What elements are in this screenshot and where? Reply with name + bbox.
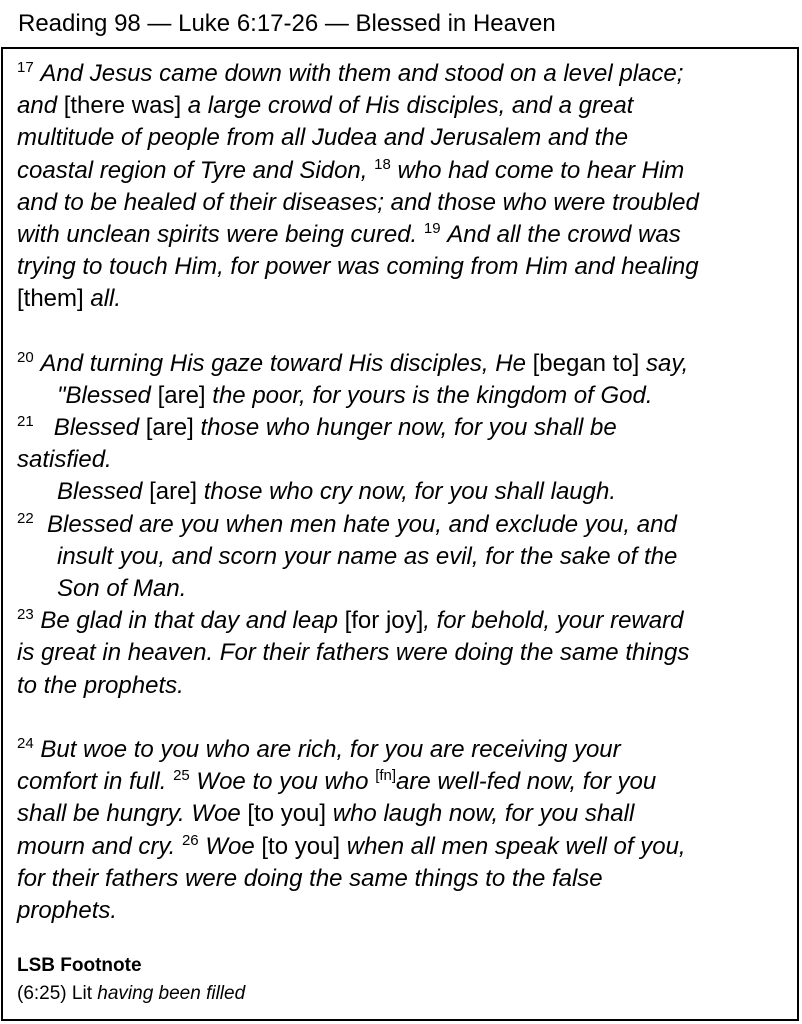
verse-number: 22 bbox=[17, 509, 34, 527]
footnote-marker[interactable]: [fn] bbox=[375, 767, 397, 785]
passage-line bbox=[17, 637, 792, 669]
scripture-text: those who cry now, for you shall laugh. bbox=[203, 478, 616, 506]
scripture-text: and to be healed of their diseases; and those who were troubled bbox=[17, 188, 699, 216]
supplied-words: [to you] bbox=[261, 832, 341, 860]
scripture-text: who laugh now, for you shall bbox=[332, 800, 635, 828]
passage-line bbox=[17, 476, 792, 508]
verse-number: 19 bbox=[423, 219, 441, 237]
footnote-body: having been filled bbox=[97, 983, 246, 1004]
paragraph-gap bbox=[17, 316, 792, 348]
footnote-heading: LSB Footnote bbox=[17, 955, 142, 976]
verse-number: 26 bbox=[181, 831, 199, 849]
scripture-text: is great in heaven. For their fathers were doing the same things bbox=[17, 639, 690, 667]
scripture-text: who had come to hear Him bbox=[397, 156, 685, 184]
verse-number: 23 bbox=[17, 606, 34, 624]
scripture-text: Be glad in that day and leap bbox=[40, 607, 338, 635]
passage-line bbox=[17, 90, 792, 122]
passage-line bbox=[17, 155, 792, 187]
passage-line bbox=[17, 412, 792, 444]
scripture-text: when all men speak well of you, bbox=[346, 832, 686, 860]
passage-line bbox=[17, 863, 792, 895]
scripture-text: coastal region of Tyre and Sidon, bbox=[17, 156, 368, 184]
passage-line bbox=[17, 251, 792, 283]
passage-line bbox=[17, 380, 792, 412]
scripture-text: a large crowd of His disciples, and a great bbox=[187, 92, 634, 120]
supplied-words: [began to] bbox=[532, 349, 640, 377]
scripture-text: Woe bbox=[205, 832, 255, 860]
scripture-text: prophets. bbox=[17, 896, 118, 924]
passage-line bbox=[17, 798, 792, 830]
scripture-text: Woe to you who bbox=[196, 768, 369, 796]
passage-line bbox=[17, 348, 792, 380]
scripture-text: Blessed bbox=[57, 478, 143, 506]
passage-line bbox=[17, 122, 792, 154]
supplied-words: [for joy] bbox=[344, 607, 424, 635]
passage-line bbox=[17, 283, 792, 315]
verse-number: 24 bbox=[17, 734, 34, 752]
supplied-words: [are] bbox=[157, 381, 206, 409]
scripture-text: Son of Man. bbox=[57, 575, 187, 602]
supplied-words: [are] bbox=[145, 414, 194, 442]
passage-line bbox=[17, 734, 792, 766]
supplied-words: [them] bbox=[17, 285, 84, 313]
supplied-words: [to you] bbox=[247, 800, 327, 828]
passage-line bbox=[17, 444, 792, 476]
verse-number: 17 bbox=[17, 59, 34, 76]
verse-number: 18 bbox=[374, 155, 391, 173]
scripture-text: all. bbox=[90, 285, 122, 313]
scripture-text: But woe to you who are rich, for you are receiving your bbox=[40, 735, 621, 763]
passage-line bbox=[17, 895, 792, 927]
passage-line bbox=[17, 541, 792, 573]
passage-line bbox=[17, 670, 792, 702]
scripture-text: And all the crowd was bbox=[447, 220, 681, 248]
scripture-text: mourn and cry. bbox=[17, 832, 176, 860]
passage-line bbox=[17, 219, 792, 251]
passage-line bbox=[17, 509, 792, 541]
passage-line bbox=[17, 187, 792, 219]
passage-line bbox=[17, 573, 792, 605]
supplied-words: [are] bbox=[149, 478, 198, 506]
passage-line bbox=[17, 58, 792, 90]
footnote-text bbox=[17, 982, 245, 1006]
scripture-text: those who hunger now, for you shall be bbox=[200, 414, 617, 442]
scripture-text: , for behold, your reward bbox=[423, 607, 684, 635]
verse-number: 21 bbox=[17, 413, 34, 431]
scripture-text: insult you, and scorn your name as evil, for the sake of the bbox=[57, 542, 678, 570]
passage-text bbox=[17, 58, 792, 927]
scripture-text: to the prophets. bbox=[17, 671, 184, 699]
scripture-text: comfort in full. bbox=[17, 768, 167, 796]
scripture-text: trying to touch Him, for power was coming from Him and healing bbox=[17, 253, 699, 281]
scripture-text: multitude of people from all Judea and Jerusalem and the bbox=[17, 124, 629, 152]
scripture-text: satisfied. bbox=[17, 446, 112, 474]
scripture-text: and bbox=[17, 92, 58, 120]
scripture-text: are well-fed now, for you bbox=[396, 768, 657, 796]
scripture-text: for their fathers were doing the same things to the false bbox=[17, 864, 603, 892]
paragraph-gap bbox=[17, 702, 792, 734]
scripture-text: "Blessed bbox=[57, 381, 151, 409]
scripture-text: Blessed are you when men hate you, and exclude you, and bbox=[47, 510, 677, 538]
scripture-text: the poor, for yours is the kingdom of God. bbox=[212, 381, 653, 409]
passage-line bbox=[17, 766, 792, 798]
passage-line bbox=[17, 605, 792, 637]
passage-line bbox=[17, 831, 792, 863]
scripture-text: And Jesus came down with them and stood on a level place; bbox=[40, 60, 684, 87]
scripture-text: with unclean spirits were being cured. bbox=[17, 220, 418, 248]
scripture-text: Blessed bbox=[53, 414, 140, 442]
verse-number: 25 bbox=[173, 767, 190, 785]
scripture-text: shall be hungry. Woe bbox=[17, 800, 241, 828]
supplied-words: [there was] bbox=[63, 92, 182, 120]
scripture-text: And turning His gaze toward His disciples, He bbox=[40, 349, 526, 377]
footnote-ref: (6:25) Lit bbox=[17, 983, 92, 1004]
page-title: Reading 98 — Luke 6:17-26 — Blessed in Heaven bbox=[18, 10, 556, 37]
verse-number: 20 bbox=[17, 348, 34, 366]
scripture-text: say, bbox=[646, 349, 689, 377]
